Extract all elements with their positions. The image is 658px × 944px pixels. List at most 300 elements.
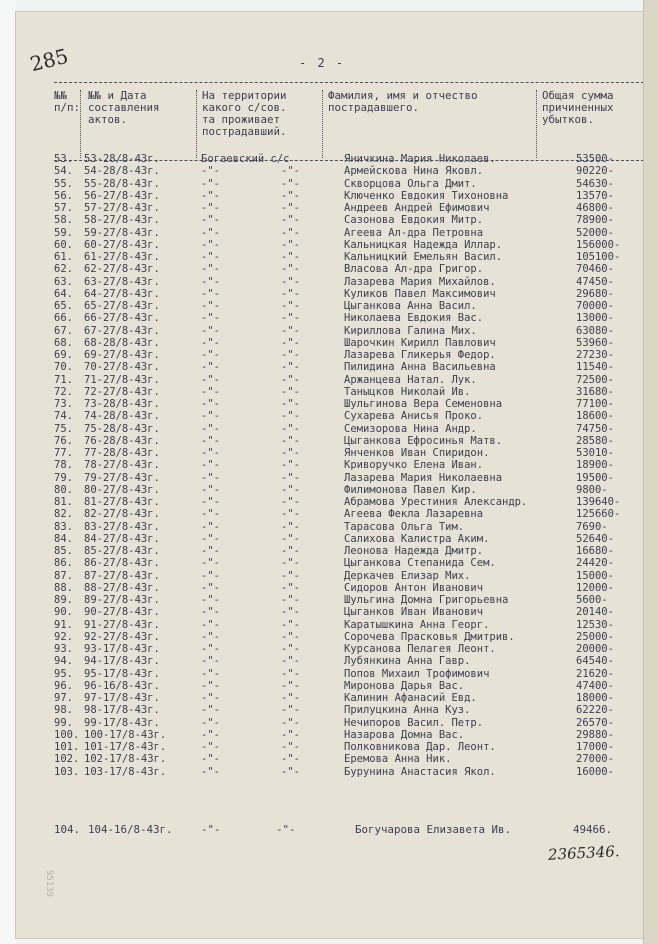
row-name: Калинин Афанасий Евд. bbox=[344, 692, 477, 704]
row-number: 77. bbox=[54, 447, 73, 459]
row-name: Шарочкин Кирилл Павлович bbox=[344, 336, 496, 349]
row-sum: 74750- bbox=[576, 422, 614, 435]
row-name: Цыганков Иван Иванович bbox=[344, 606, 484, 619]
row-territory-ditto: -"- bbox=[281, 312, 300, 325]
row-sum: 16680- bbox=[576, 545, 614, 557]
row-number: 64. bbox=[54, 287, 73, 300]
row-number: 97. bbox=[54, 692, 73, 704]
row-number: 88. bbox=[54, 581, 73, 594]
row-name: Агеева Фекла Лазаревна bbox=[344, 508, 484, 521]
row-territory-ditto: -"- bbox=[281, 434, 300, 447]
row-name: Полковникова Дар. Леонт. bbox=[344, 741, 496, 753]
row-name: Назарова Домна Вас. bbox=[344, 728, 465, 741]
row-sum: 9800- bbox=[576, 483, 608, 496]
row-territory: -"- bbox=[201, 569, 220, 582]
row-territory-ditto: -"- bbox=[281, 679, 300, 692]
row-territory: -"- bbox=[201, 692, 220, 704]
row-number: 59. bbox=[54, 226, 73, 239]
table-row bbox=[16, 202, 652, 214]
row-act: 85-27/8-43г. bbox=[84, 545, 160, 557]
table-row bbox=[16, 165, 652, 177]
row-number: 76. bbox=[54, 434, 73, 447]
row-territory: -"- bbox=[201, 287, 220, 300]
row-territory-ditto: -"- bbox=[281, 471, 300, 484]
row-act: 53-28/8-43г. bbox=[84, 153, 160, 165]
row-number: 63. bbox=[54, 275, 73, 288]
row-sum: 47450- bbox=[576, 275, 614, 288]
row-territory: -"- bbox=[201, 324, 220, 337]
row-territory-ditto: -"- bbox=[281, 594, 300, 606]
row-sum: 70000- bbox=[576, 300, 614, 312]
row-territory: -"- bbox=[201, 202, 220, 214]
row-territory-ditto: -"- bbox=[281, 557, 300, 570]
row-act: 77-28/8-43г. bbox=[84, 447, 160, 459]
row-territory-ditto: -"- bbox=[281, 238, 300, 251]
row-territory-ditto: -"- bbox=[281, 177, 300, 190]
row-sum: 105100- bbox=[576, 251, 621, 263]
row-territory-ditto: -"- bbox=[281, 545, 300, 557]
document-page bbox=[16, 12, 652, 938]
row-act: 84-27/8-43г. bbox=[84, 532, 160, 545]
row-act: 103-17/8-43г. bbox=[84, 765, 167, 778]
table-row bbox=[16, 729, 652, 741]
row-territory-ditto: -"- bbox=[281, 447, 300, 459]
row-act: 87-27/8-43г. bbox=[84, 569, 160, 582]
row-territory-ditto: -"- bbox=[281, 532, 300, 545]
row-sum: 27000- bbox=[576, 753, 614, 766]
row-number: 71. bbox=[54, 373, 73, 386]
table-row bbox=[16, 300, 652, 312]
row-act: 92-27/8-43г. bbox=[84, 630, 160, 643]
row-number: 104. bbox=[54, 823, 81, 836]
row-territory: -"- bbox=[201, 349, 220, 361]
row-territory: -"- bbox=[201, 532, 220, 545]
row-territory-ditto: -"- bbox=[281, 496, 300, 508]
row-act: 64-27/8-43г. bbox=[84, 287, 160, 300]
row-sum: 53010- bbox=[576, 447, 614, 459]
row-sum: 21620- bbox=[576, 667, 614, 680]
row-territory: -"- bbox=[201, 545, 220, 557]
row-territory-ditto: -"- bbox=[281, 422, 300, 435]
table-row bbox=[16, 521, 652, 533]
row-number: 94. bbox=[54, 655, 73, 668]
row-number: 75. bbox=[54, 422, 73, 435]
table-row bbox=[16, 349, 652, 361]
header-divider bbox=[196, 90, 197, 158]
row-sum: 28580- bbox=[576, 434, 614, 447]
table-row bbox=[16, 741, 652, 753]
row-territory-ditto: -"- bbox=[281, 300, 300, 312]
row-name: Шульгина Домна Григорьевна bbox=[344, 594, 509, 606]
table-row bbox=[16, 214, 652, 226]
row-territory: -"- bbox=[201, 630, 220, 643]
row-sum: 15000- bbox=[576, 569, 614, 582]
row-sum: 11540- bbox=[576, 361, 614, 374]
table-row bbox=[16, 374, 652, 386]
row-number: 57. bbox=[54, 202, 73, 214]
row-name: Лазарева Мария Николаевна bbox=[344, 471, 503, 484]
row-number: 79. bbox=[54, 471, 73, 484]
header-col-number: №№ п/п: bbox=[54, 89, 81, 114]
row-name: Абрамова Урестиния Александр. bbox=[344, 496, 528, 508]
row-name: Яничкина Мария Николаев. bbox=[344, 153, 496, 165]
row-act: 96-16/8-43г. bbox=[84, 679, 160, 692]
row-number: 103. bbox=[54, 765, 80, 778]
row-sum: 63080- bbox=[576, 324, 614, 337]
row-territory: -"- bbox=[201, 275, 220, 288]
row-territory: -"- bbox=[201, 741, 220, 753]
table-row bbox=[16, 668, 652, 680]
row-territory: -"- bbox=[201, 704, 220, 717]
row-sum: 12000- bbox=[576, 581, 614, 594]
row-act: 72-27/8-43г. bbox=[84, 385, 160, 398]
row-territory-ditto: -"- bbox=[281, 520, 300, 533]
header-top-rule bbox=[54, 82, 644, 83]
table-row bbox=[16, 251, 652, 263]
row-name: Андреев Андрей Ефимович bbox=[344, 202, 490, 214]
row-act: 57-27/8-43г. bbox=[84, 202, 160, 214]
row-territory: -"- bbox=[201, 667, 220, 680]
table-row bbox=[16, 447, 652, 459]
row-name: Агеева Ал-дра Петровна bbox=[344, 226, 484, 239]
row-number: 53. bbox=[54, 153, 73, 165]
row-number: 102. bbox=[54, 753, 80, 766]
row-sum: 72500- bbox=[576, 373, 614, 386]
row-territory: -"- bbox=[201, 214, 220, 227]
row-territory: Богаевский с/с bbox=[201, 153, 290, 165]
row-territory: -"- bbox=[201, 496, 220, 508]
row-sum: 17000- bbox=[576, 741, 614, 753]
row-territory-ditto: -"- bbox=[281, 618, 300, 631]
row-territory: -"- bbox=[201, 520, 220, 533]
row-act: 58-27/8-43г. bbox=[84, 214, 160, 227]
row-territory: -"- bbox=[201, 336, 220, 349]
row-act: 95-17/8-43г. bbox=[84, 667, 160, 680]
table-row bbox=[16, 753, 652, 765]
row-sum: 49466. bbox=[573, 823, 613, 836]
row-territory-ditto: -"- bbox=[281, 361, 300, 374]
row-territory: -"- bbox=[201, 643, 220, 655]
row-territory: -"- bbox=[201, 765, 220, 778]
row-name: Лазарева Мария Михайлов. bbox=[344, 275, 496, 288]
row-act: 56-27/8-43г. bbox=[84, 189, 160, 202]
row-sum: 29880- bbox=[576, 728, 614, 741]
row-territory-ditto: -"- bbox=[281, 336, 300, 349]
header-divider bbox=[322, 90, 323, 158]
row-number: 62. bbox=[54, 263, 73, 276]
row-territory-ditto: -"- bbox=[281, 483, 300, 496]
page-number: - 2 - bbox=[299, 56, 346, 70]
row-name: Куликов Павел Максимович bbox=[344, 287, 496, 300]
table-row bbox=[16, 533, 652, 545]
row-territory-ditto: -"- bbox=[281, 716, 300, 729]
table-row bbox=[16, 153, 652, 165]
row-number: 87. bbox=[54, 569, 73, 582]
row-sum: 12530- bbox=[576, 618, 614, 631]
handwritten-total: 2365346. bbox=[547, 842, 621, 864]
row-territory: -"- bbox=[201, 459, 220, 472]
row-territory: -"- bbox=[201, 373, 220, 386]
row-territory-ditto: -"- bbox=[281, 385, 300, 398]
row-sum: 20140- bbox=[576, 606, 614, 619]
row-territory: -"- bbox=[201, 618, 220, 631]
row-sum: 20000- bbox=[576, 643, 614, 655]
row-sum: 13000- bbox=[576, 312, 614, 325]
row-sum: 90220- bbox=[576, 165, 614, 178]
row-number: 58. bbox=[54, 214, 73, 227]
row-sum: 27230- bbox=[576, 349, 614, 361]
row-number: 93. bbox=[54, 643, 73, 655]
row-number: 66. bbox=[54, 312, 73, 325]
table-row bbox=[16, 717, 652, 729]
row-territory-ditto: -"- bbox=[281, 704, 300, 717]
row-name: Шульгинова Вера Семеновна bbox=[344, 398, 503, 410]
row-act: 69-27/8-43г. bbox=[84, 349, 160, 361]
row-name: Лубянкина Анна Гавр. bbox=[344, 655, 471, 668]
row-number: 82. bbox=[54, 508, 73, 521]
row-sum: 24420- bbox=[576, 557, 614, 570]
row-sum: 16000- bbox=[576, 765, 614, 778]
table-row bbox=[16, 545, 652, 557]
row-territory: -"- bbox=[201, 581, 220, 594]
row-act: 90-27/8-43г. bbox=[84, 606, 160, 619]
row-territory: -"- bbox=[201, 753, 220, 766]
row-sum: 54630- bbox=[576, 177, 614, 190]
row-territory: -"- bbox=[201, 606, 220, 619]
row-name: Еремова Анна Ник. bbox=[344, 753, 452, 766]
row-sum: 47400- bbox=[576, 679, 614, 692]
row-act: 76-28/8-43г. bbox=[84, 434, 160, 447]
left-margin bbox=[0, 0, 16, 944]
table-row bbox=[16, 766, 652, 778]
row-territory: -"- bbox=[201, 823, 221, 836]
row-territory: -"- bbox=[201, 422, 220, 435]
row-act: 86-27/8-43г. bbox=[84, 557, 160, 570]
row-name: Сорочева Прасковья Дмитрив. bbox=[344, 630, 515, 643]
row-sum: 52640- bbox=[576, 532, 614, 545]
row-sum: 53500- bbox=[576, 153, 614, 165]
row-name: Кириллова Галина Мих. bbox=[344, 324, 477, 337]
row-name: Курсанова Пелагея Леонт. bbox=[344, 643, 496, 655]
row-name: Сухарева Анисья Проко. bbox=[344, 410, 484, 423]
table-row bbox=[16, 337, 652, 349]
row-name: Прилуцкина Анна Куз. bbox=[344, 704, 471, 717]
table-row bbox=[16, 570, 652, 582]
row-territory: -"- bbox=[201, 483, 220, 496]
row-territory-ditto: -"- bbox=[281, 728, 300, 741]
row-name: Криворучко Елена Иван. bbox=[344, 459, 484, 472]
row-territory-ditto: -"- bbox=[281, 741, 300, 753]
table-row bbox=[16, 582, 652, 594]
row-number: 85. bbox=[54, 545, 73, 557]
row-name: Деркачев Елизар Мих. bbox=[344, 569, 471, 582]
row-number: 83. bbox=[54, 520, 73, 533]
row-name: Каратышкина Анна Георг. bbox=[344, 618, 490, 631]
row-name: Попов Михаил Трофимович bbox=[344, 667, 490, 680]
row-sum: 13570- bbox=[576, 189, 614, 202]
table-row bbox=[16, 239, 652, 251]
row-territory-ditto: -"- bbox=[281, 655, 300, 668]
row-territory-ditto: -"- bbox=[281, 263, 300, 276]
row-name: Аржанцева Натал. Лук. bbox=[344, 373, 477, 386]
row-territory: -"- bbox=[201, 312, 220, 325]
row-sum: 125660- bbox=[576, 508, 621, 521]
table-row bbox=[16, 643, 652, 655]
row-number: 54. bbox=[54, 165, 73, 178]
row-territory-ditto: -"- bbox=[281, 251, 300, 263]
header-col-act: №№ и Дата составления актов. bbox=[88, 89, 160, 126]
row-sum: 78900- bbox=[576, 214, 614, 227]
table-row bbox=[16, 508, 652, 520]
row-number: 61. bbox=[54, 251, 73, 263]
row-territory: -"- bbox=[201, 385, 220, 398]
row-number: 69. bbox=[54, 349, 73, 361]
table-row bbox=[16, 435, 652, 447]
row-number: 96. bbox=[54, 679, 73, 692]
row-sum: 18900- bbox=[576, 459, 614, 472]
row-name: Тарасова Ольга Тим. bbox=[344, 520, 465, 533]
row-number: 98. bbox=[54, 704, 73, 717]
row-act: 55-28/8-43г. bbox=[84, 177, 160, 190]
row-name: Миронова Дарья Вас. bbox=[344, 679, 465, 692]
row-territory-ditto: -"- bbox=[281, 581, 300, 594]
row-act: 78-27/8-43г. bbox=[84, 459, 160, 472]
table-row bbox=[16, 325, 652, 337]
table-row bbox=[16, 680, 652, 692]
row-number: 92. bbox=[54, 630, 73, 643]
table-row bbox=[16, 312, 652, 324]
row-territory: -"- bbox=[201, 251, 220, 263]
row-territory-ditto: -"- bbox=[281, 692, 300, 704]
row-territory: -"- bbox=[201, 594, 220, 606]
row-act: 93-17/8-43г. bbox=[84, 643, 160, 655]
table-row bbox=[16, 692, 652, 704]
row-sum: 64540- bbox=[576, 655, 614, 668]
row-act: 99-17/8-43г. bbox=[84, 716, 160, 729]
table-row bbox=[16, 631, 652, 643]
row-act: 60-27/8-43г. bbox=[84, 238, 160, 251]
row-territory-ditto: -"- bbox=[281, 349, 300, 361]
table-row bbox=[16, 288, 652, 300]
row-territory: -"- bbox=[201, 679, 220, 692]
row-name: Кальницкая Надежда Иллар. bbox=[344, 238, 503, 251]
row-act: 101-17/8-43г. bbox=[84, 741, 167, 753]
row-territory: -"- bbox=[201, 398, 220, 410]
row-territory-ditto: -"- bbox=[281, 765, 300, 778]
row-number: 100. bbox=[54, 728, 80, 741]
row-name: Кальницкий Емельян Васил. bbox=[344, 251, 503, 263]
row-territory: -"- bbox=[201, 655, 220, 668]
row-sum: 52000- bbox=[576, 226, 614, 239]
row-name: Армейскова Нина Яковл. bbox=[344, 165, 484, 178]
row-territory: -"- bbox=[201, 410, 220, 423]
row-territory: -"- bbox=[201, 238, 220, 251]
row-territory-ditto: -"- bbox=[281, 643, 300, 655]
row-act: 91-27/8-43г. bbox=[84, 618, 160, 631]
row-act: 65-27/8-43г. bbox=[84, 300, 160, 312]
row-territory: -"- bbox=[201, 447, 220, 459]
row-sum: 62220- bbox=[576, 704, 614, 717]
row-number: 86. bbox=[54, 557, 73, 570]
row-name: Пилидина Анна Васильевна bbox=[344, 361, 496, 374]
row-number: 73. bbox=[54, 398, 73, 410]
row-territory-ditto: -"- bbox=[281, 630, 300, 643]
row-number: 72. bbox=[54, 385, 73, 398]
row-number: 91. bbox=[54, 618, 73, 631]
row-number: 90. bbox=[54, 606, 73, 619]
table-row bbox=[16, 263, 652, 275]
row-act: 63-27/8-43г. bbox=[84, 275, 160, 288]
table-row bbox=[16, 227, 652, 239]
row-territory-ditto: -"- bbox=[281, 606, 300, 619]
row-number: 60. bbox=[54, 238, 73, 251]
table-row bbox=[16, 606, 652, 618]
row-act: 59-27/8-43г. bbox=[84, 226, 160, 239]
row-name: Бурунина Анастасия Якол. bbox=[344, 765, 496, 778]
row-act: 79-27/8-43г. bbox=[84, 471, 160, 484]
row-number: 65. bbox=[54, 300, 73, 312]
table-row bbox=[16, 704, 652, 716]
row-name: Сазонова Евдокия Митр. bbox=[344, 214, 484, 227]
table-row bbox=[16, 496, 652, 508]
row-act: 97-17/8-43г. bbox=[84, 692, 160, 704]
faded-margin-mark: 95139 bbox=[44, 870, 54, 898]
row-territory: -"- bbox=[201, 177, 220, 190]
row-territory-ditto: -"- bbox=[281, 202, 300, 214]
row-sum: 25000- bbox=[576, 630, 614, 643]
table-row bbox=[16, 410, 652, 422]
table-row bbox=[16, 459, 652, 471]
row-act: 80-27/8-43г. bbox=[84, 483, 160, 496]
row-name: Семизорова Нина Андр. bbox=[344, 422, 477, 435]
row-territory-ditto: -"- bbox=[281, 275, 300, 288]
row-territory: -"- bbox=[201, 300, 220, 312]
row-number: 95. bbox=[54, 667, 73, 680]
row-territory-ditto: -"- bbox=[281, 569, 300, 582]
header-divider bbox=[536, 90, 537, 158]
row-territory-ditto: -"- bbox=[281, 410, 300, 423]
row-territory-ditto: -"- bbox=[281, 667, 300, 680]
row-sum: 53960- bbox=[576, 336, 614, 349]
row-name: Власова Ал-дра Григор. bbox=[344, 263, 484, 276]
row-act: 89-27/8-43г. bbox=[84, 594, 160, 606]
row-territory-ditto: -"- bbox=[281, 398, 300, 410]
row-territory-ditto: -"- bbox=[281, 508, 300, 521]
table-row bbox=[16, 276, 652, 288]
row-act: 83-27/8-43г. bbox=[84, 520, 160, 533]
row-sum: 19500- bbox=[576, 471, 614, 484]
table-row bbox=[16, 178, 652, 190]
row-sum: 77100- bbox=[576, 398, 614, 410]
row-act: 66-27/8-43г. bbox=[84, 312, 160, 325]
row-name: Филимонова Павел Кир. bbox=[344, 483, 477, 496]
row-territory-ditto: -"- bbox=[281, 324, 300, 337]
row-name: Лазарева Гликерья Федор. bbox=[344, 349, 496, 361]
row-sum: 31680- bbox=[576, 385, 614, 398]
row-act: 67-27/8-43г. bbox=[84, 324, 160, 337]
row-territory: -"- bbox=[201, 716, 220, 729]
row-number: 78. bbox=[54, 459, 73, 472]
table-row bbox=[16, 361, 652, 373]
header-divider bbox=[80, 90, 81, 158]
row-number: 99. bbox=[54, 716, 73, 729]
row-name: Таныцков Николай Ив. bbox=[344, 385, 471, 398]
row-number: 89. bbox=[54, 594, 73, 606]
row-territory: -"- bbox=[201, 508, 220, 521]
row-territory: -"- bbox=[201, 361, 220, 374]
row-territory: -"- bbox=[201, 226, 220, 239]
row-territory-ditto: -"- bbox=[281, 165, 300, 178]
